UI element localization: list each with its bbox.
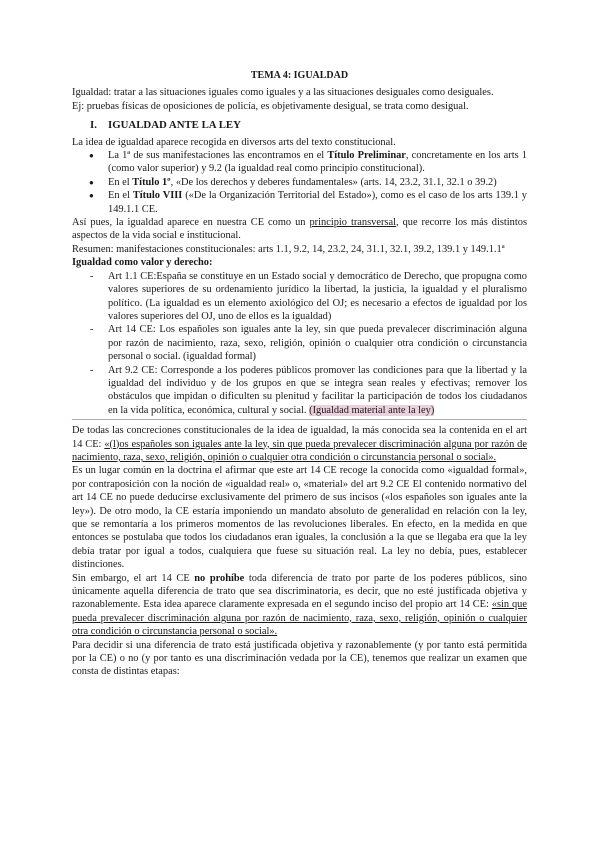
section-title: IGUALDAD ANTE LA LEY <box>108 119 241 132</box>
divider <box>72 419 527 420</box>
intro-example: Ej: pruebas físicas de oposiciones de policía, es objetivamente desigual, se trata como desigual. <box>72 100 469 112</box>
list-item: - Art 14 CE: Los españoles son iguales ante la ley, sin que pueda prevalecer discriminación alguna por razón de nacimiento, raza, sexo, religión, opinión o cualquier otra condición o circunstancia personal o social. (igualdad formal) <box>72 323 527 363</box>
paragraph-concreciones: De todas las concreciones constitucionales de la idea de igualdad, la más conocida sea la contenida en el art 14 CE: «(l)os españoles son iguales ante la ley, sin que pueda prevalecer discriminación alguna por razón de nacimiento, raza, sexo, religión, opinión o cualquier otra condición o circunstancia personal o social». <box>72 425 527 463</box>
section-lead: La idea de igualdad aparece recogida en diversos arts del texto constitucional. <box>72 136 396 148</box>
list-item: ● La 1ª de sus manifestaciones las encontramos en el Título Preliminar, concretamente en los arts 1 (como valor superior) y 9.2 (la igualdad real como principio constitucional). <box>72 149 527 176</box>
article-list <box>72 270 527 417</box>
paragraph-para-decidir: Para decidir si una diferencia de trato está justificada objetiva y razonablemente (y por tanto está permitida por la CE) o no (y por tanto es una discriminación vedada por la CE), tenemos que realizar un examen que consta de distintas etapas: <box>72 639 527 678</box>
document-title: TEMA 4: IGUALDAD <box>250 70 349 81</box>
quote-second-clause: «sin que pueda prevalecer discriminación alguna por razón de nacimiento, raza, sexo, religión, opinión o cualquier otra condición o circunstancia personal o social». <box>72 599 527 638</box>
list-item: ● En el Título 1º, «De los derechos y deberes fundamentales» (arts. 14, 23.2, 31.1, 32.1 o 39.2) <box>72 176 527 189</box>
bullet-list <box>72 149 527 216</box>
paragraph-sin-embargo: Sin embargo, el art 14 CE no prohíbe toda diferencia de trato por parte de los poderes públicos, sino únicamente aquella diferencia de trato que sea discriminatoria, es decir, que no esté justificada objetiva y razonablemente. Esta idea aparece claramente expresada en el segundo inciso del propio art 14 CE: «sin que pueda prevalecer discriminación alguna por razón de nacimiento, raza, sexo, religión, opinión o cualquier otra condición o circunstancia personal o social». <box>72 572 527 638</box>
paragraph-resumen: Resumen: manifestaciones constitucionales: arts 1.1, 9.2, 14, 23.2, 24, 31.1, 32.1, 39.2, 139.1 y 149.1.1ª <box>72 243 505 255</box>
subheading: Igualdad como valor y derecho: <box>72 257 213 269</box>
section-number: I. <box>90 119 97 132</box>
list-item: ● En el Título VIII («De la Organización Territorial del Estado»), como es el caso de los arts 139.1 y 149.1.1 CE. <box>72 189 527 216</box>
list-item: - Art 1.1 CE:España se constituye en un Estado social y democrático de Derecho, que propugna como valores superiores de su ordenamiento jurídico la libertad, la justicia, la igualdad y el pluralismo político. (La igualdad es un elemento axiológico del OJ; es necesario a efectos de igualdad por los valores superiores del OJ, uno de ellos es la igualdad) <box>72 270 527 324</box>
list-item: - Art 9.2 CE: Corresponde a los poderes públicos promover las condiciones para que la libertad y la igualdad del individuo y de los grupos en que se integra sean reales y efectivas; remover los obstáculos que impidan o dificulten su plenitud y facilitar la participación de todos los ciudadanos en la vida política, económica, cultural y social. (Igualdad material ante la ley) <box>72 364 527 418</box>
paragraph-lugar-comun: Es un lugar común en la doctrina el afirmar que este art 14 CE recoge la conocida como «igualdad formal», por contraposición con la noción de «igualdad real» o, «material» del art 9.2 CE El contenido normativo del art 14 CE no puede deducirse exclusivamente del primero de sus incisos («los españoles son iguales ante la ley»). De otro modo, la CE estaría imponiendo un mandato absoluto de generalidad en relación con la ley, que se remontaría a los primeros momentos de las revoluciones liberales. En efecto, en la medida en que entonces se postulaba que todos los ciudadanos eran iguales, la conclusión a la que se llegaba era que la ley debía tratar por igual a todos, cualquiera que fuese su situación real. La ley no debía, pues, establecer distinciones. <box>72 465 527 571</box>
section-heading <box>90 119 527 132</box>
highlighted-note: (Igualdad material ante la ley) <box>309 404 435 416</box>
quote-art14: «(l)os españoles son iguales ante la ley, sin que pueda prevalecer discriminación alguna por razón de nacimiento, raza, sexo, religión, opinión o cualquier otra condición o circunstancia personal o social». <box>72 438 527 463</box>
paragraph-transversal: Así pues, la igualdad aparece en nuestra CE como un principio transversal, que recorre los más distintos aspectos de la vida social e institucional. <box>72 217 527 242</box>
intro-definition: Igualdad: tratar a las situaciones iguales como iguales y a las situaciones desiguales como desiguales. <box>72 87 494 99</box>
document-body <box>72 69 527 679</box>
